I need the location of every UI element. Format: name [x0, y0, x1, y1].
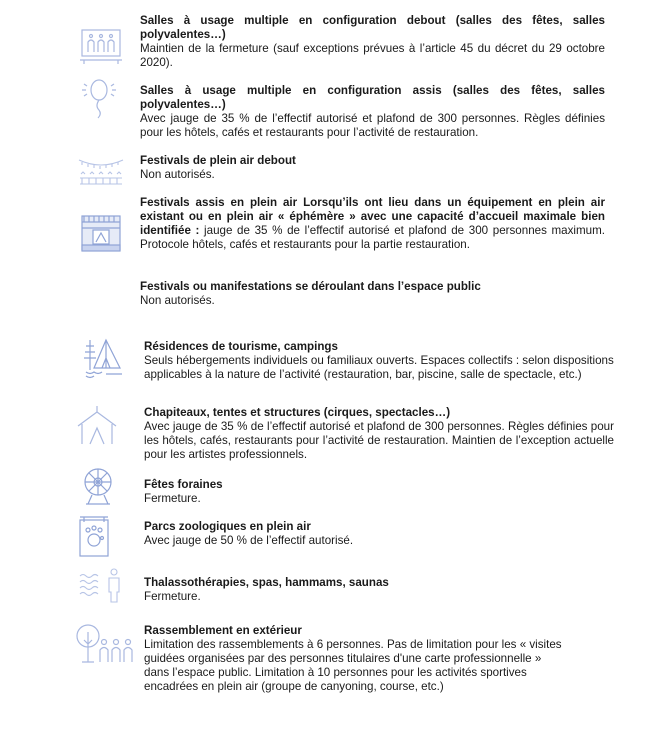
- entry-title: Festivals de plein air debout: [140, 154, 296, 167]
- entry-title: Fêtes foraines: [144, 478, 223, 491]
- entry-title: Chapiteaux, tentes et structures (cirques, spectacles…): [144, 406, 451, 419]
- entry-body: Fermeture.: [144, 492, 201, 505]
- entry-body: Avec jauge de 50 % de l’effectif autorisé.: [144, 534, 354, 547]
- zoo-paw-icon: [78, 514, 124, 560]
- spa-waves-icon: [78, 566, 124, 612]
- entry-title: Salles à usage multiple en configuration assis (salles des fêtes, salles polyvalentes…): [140, 84, 605, 111]
- outdoor-stage-icon: [78, 212, 124, 258]
- entry-body: Seuls hébergements individuels ou familiaux ouverts. Espaces collectifs : selon dispositions applicables à la nature de l’activité (restauration, bar, piscine, salle de spectacle, etc.): [144, 354, 614, 381]
- entry-body: Fermeture.: [144, 590, 201, 603]
- entry-body: jauge de 35 % de l’effectif autorisé et plafond de 300 personnes maximum. Protocole hôtels, cafés et restaurants pour la partie restauration.: [140, 224, 605, 251]
- party-hall-icon: [78, 24, 124, 70]
- entry-body: Non autorisés.: [140, 168, 215, 181]
- entry-title: Salles à usage multiple en configuration debout (salles des fêtes, salles polyvalentes…): [140, 14, 605, 41]
- entry-body: Limitation des rassemblements à 6 personnes. Pas de limitation pour les « visites guidées organisées par des personnes titulaires d'une carte professionnelle » dans l’espace public. Limitation à 10 personnes pour les activités sportives encadrées en plein air (groupe de canyoning, course, etc.): [144, 638, 562, 693]
- entry-title: Parcs zoologiques en plein air: [144, 520, 311, 533]
- entry-title: Thalassothérapies, spas, hammams, saunas: [144, 576, 389, 589]
- entry-title: Rassemblement en extérieur: [144, 624, 302, 637]
- circus-tent-icon: [74, 404, 120, 450]
- entry-body: Maintien de la fermeture (sauf exceptions prévues à l’article 45 du décret du 29 octobre 2020).: [140, 42, 605, 69]
- entry-title: Résidences de tourisme, campings: [144, 340, 338, 353]
- entry-body: Avec jauge de 35 % de l’effectif autorisé et plafond de 300 personnes. Règles définies pour les hôtels, cafés, restaurants pour l’activité de restauration. Maintien de l’exception actuelle pour les artistes professionnels.: [144, 420, 614, 461]
- entry-body: Avec jauge de 35 % de l’effectif autorisé et plafond de 300 personnes. Règles définies pour les hôtels, cafés et restaurants pour l’activité de restauration.: [140, 112, 605, 139]
- entry-body: Non autorisés.: [140, 294, 215, 307]
- entry-title: Festivals ou manifestations se déroulant dans l’espace public: [140, 280, 481, 293]
- outdoor-gathering-icon: [74, 622, 136, 668]
- ferris-wheel-icon: [78, 466, 124, 512]
- garland-icon: [78, 150, 124, 196]
- balloon-icon: [76, 76, 122, 122]
- entry-title: Festivals assis en plein air Lorsqu’ils ont lieu dans un équipement en plein air existant ou en plein air « éphémère » avec une capacité d’accueil maximale bien identifiée :: [140, 196, 605, 237]
- camping-tent-icon: [80, 336, 126, 382]
